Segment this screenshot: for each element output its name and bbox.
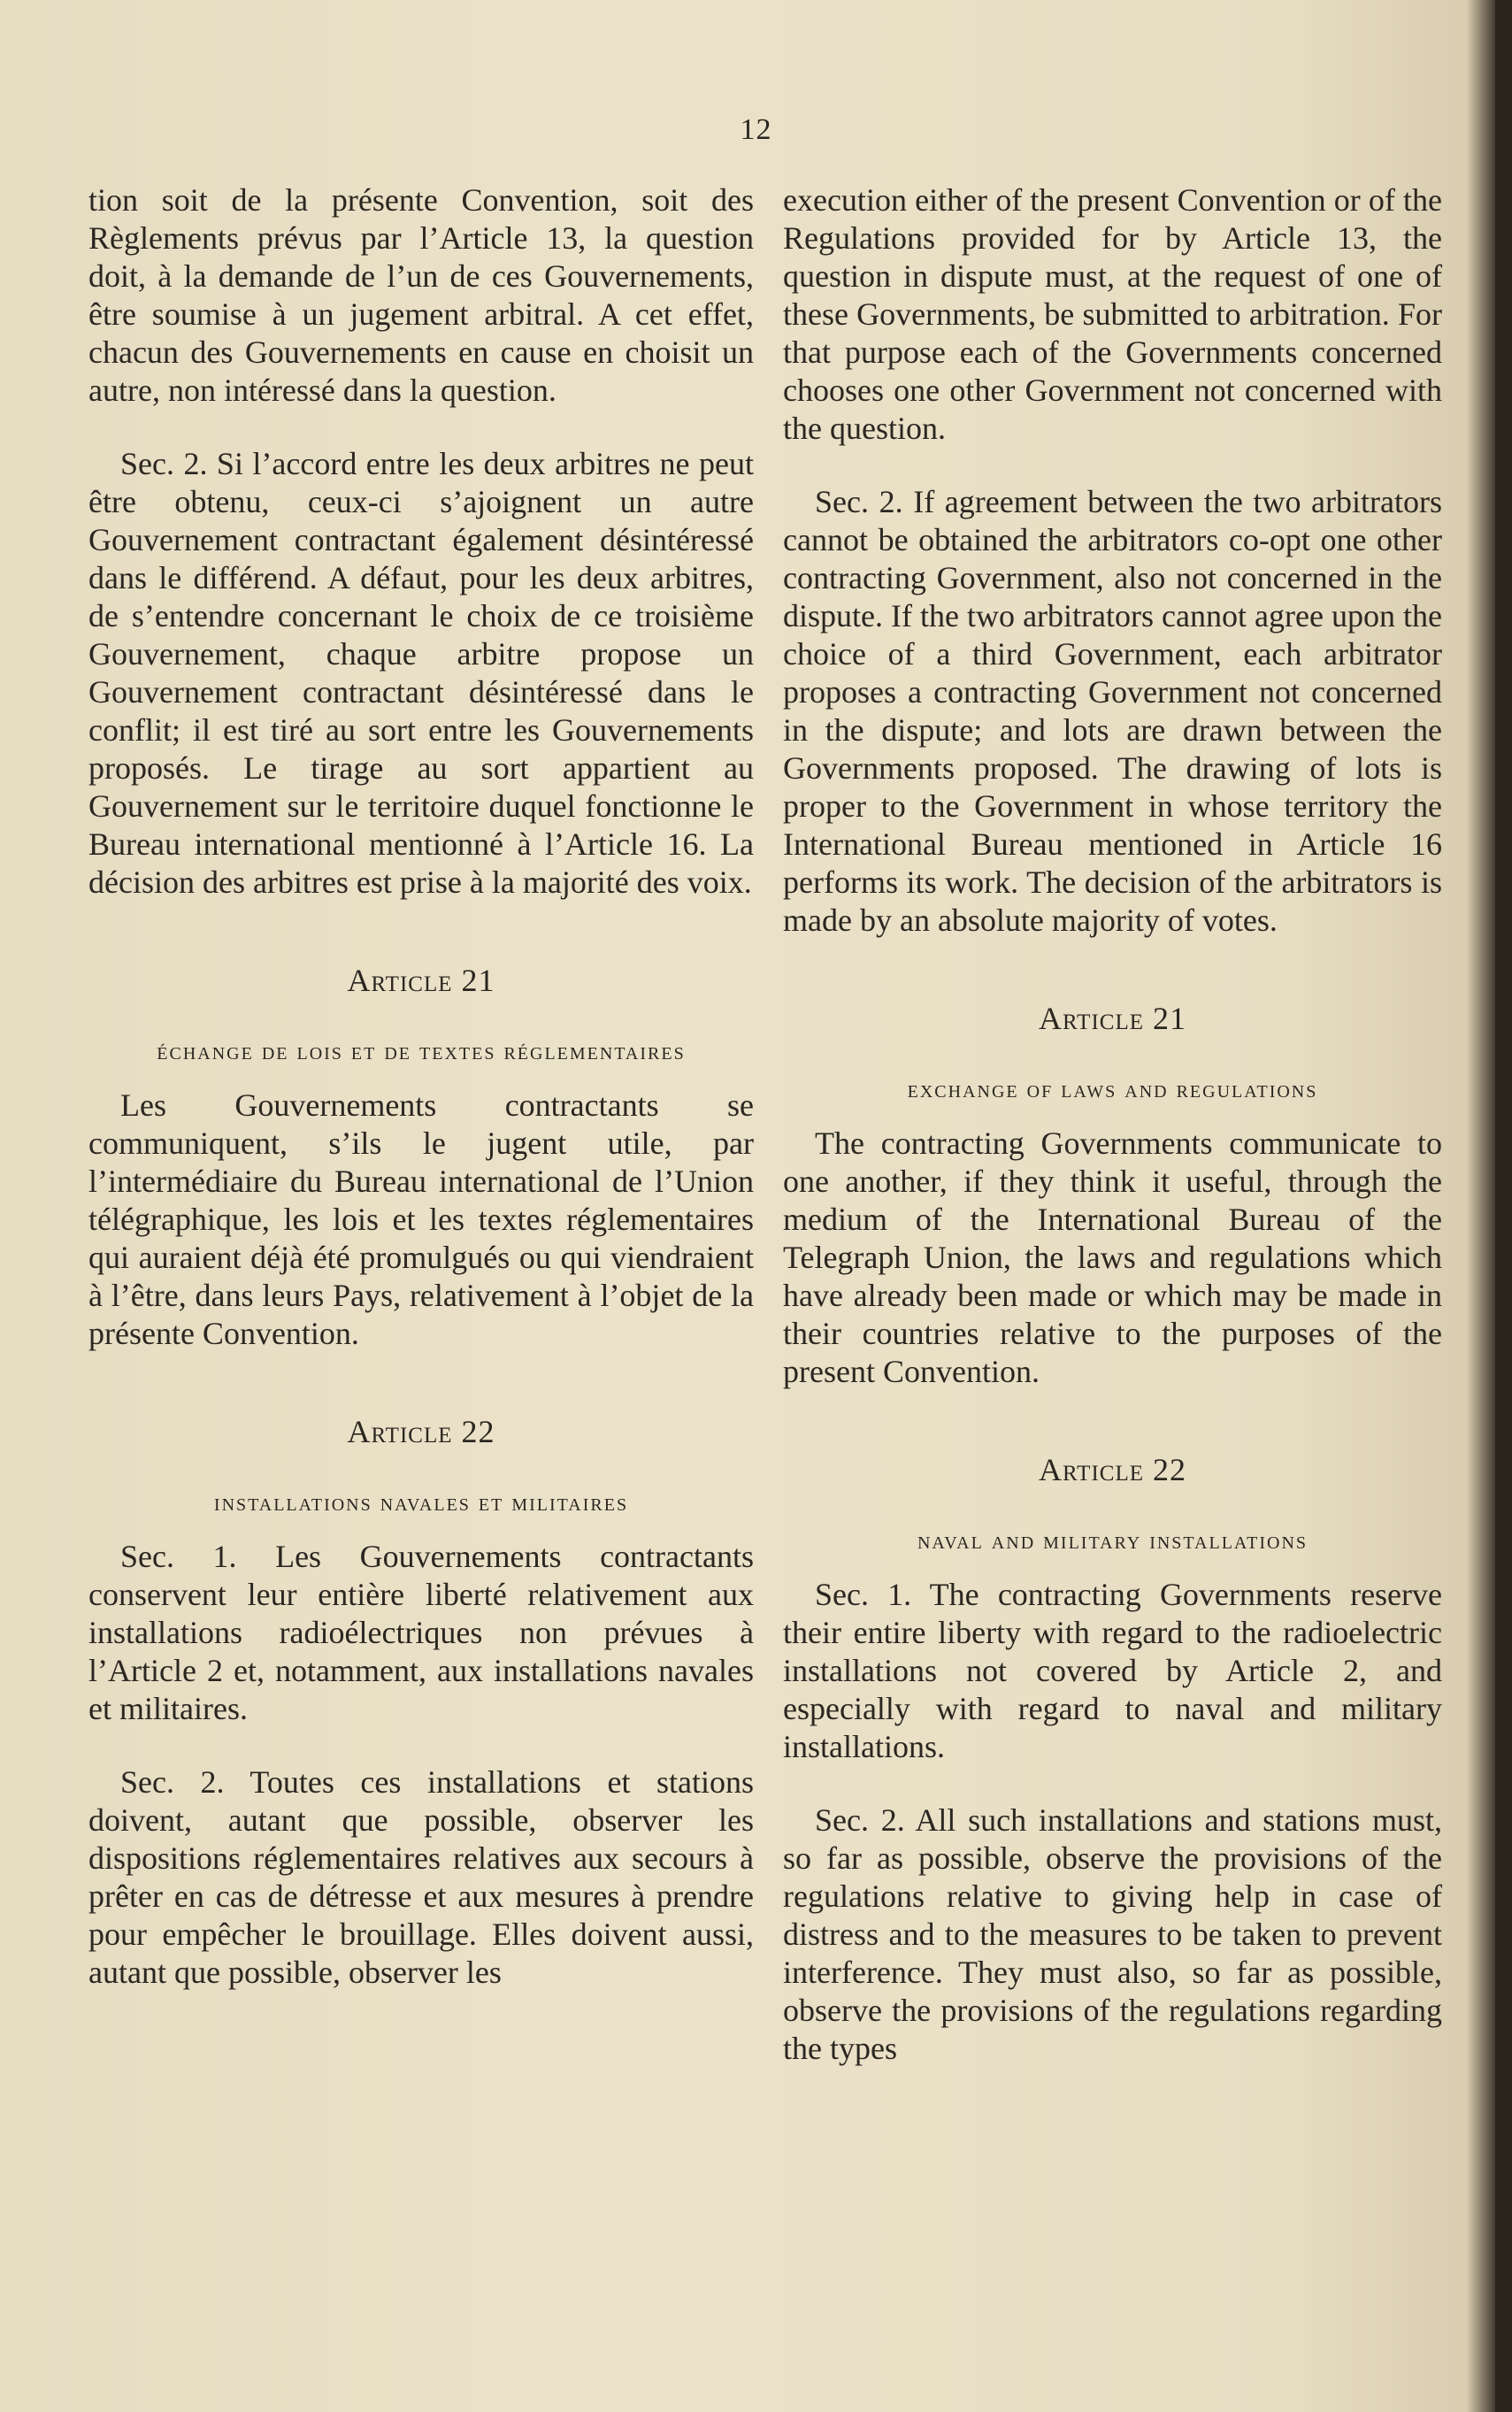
page-number: 12 <box>740 113 772 146</box>
fr-article22-sec1: Sec. 1. Les Gouvernements contractants conservent leur entière liberté relativement aux installations radioélectriques non prévues à l’Article 2 et, notamment, aux installations navales et militaires. <box>88 1539 754 1726</box>
binding-edge <box>1495 0 1512 2412</box>
fr-article22-heading: installations navales et militaires <box>213 1489 629 1517</box>
fr-sec2-paragraph: Sec. 2. Si l’accord entre les deux arbitres ne peut être obtenu, ceux-ci s’ajoignent un autre Gouvernement contractant également désintéressé dans le différend. A défaut, pour les deux arbitres, de s’entendre concernant le choix de ce troisième Gouvernement, chaque arbitre propose un Gouvernement contractant désintéressé dans le conflit; il est tiré au sort entre les Gouvernements proposés. Le tirage au sort appartient au Gouvernement sur le territoire duquel fonctionne le Bureau international mentionné à l’Article 16. La décision des arbitres est prise à la majorité des voix. <box>88 446 754 900</box>
fr-article21-heading: échange de lois et de textes réglementaires <box>157 1038 686 1065</box>
fr-article21-paragraph: Les Gouvernements contractants se communiquent, s’ils le jugent utile, par l’intermédiaire du Bureau international de l’Union télégraphique, les lois et les textes réglementaires qui auraient déjà été promulgués ou qui viendraient à l’être, dans leurs Pays, relativement à l’objet de la présente Convention. <box>88 1087 754 1351</box>
fr-article22-title: Article 22 <box>347 1414 495 1449</box>
en-sec2-paragraph: Sec. 2. If agreement between the two arbitrators cannot be obtained the arbitrators co-opt one other contracting Government, also not concerned in the dispute. If the two arbitrators cannot agree upon the choice of a third Government, each arbitrator proposes a contracting Government not concerned in the dispute; and lots are drawn between the Governments proposed. The drawing of lots is proper to the Government in whose territory the International Bureau mentioned in Article 16 performs its work. The decision of the arbitrators is made by an absolute majority of votes. <box>783 484 1442 938</box>
en-article22-sec2: Sec. 2. All such installations and stations must, so far as possible, observe the provisions of the regulations relative to giving help in case of distress and to the measures to be taken to prevent interference. They must also, so far as possible, observe the provisions of the regulations regarding the types <box>783 1802 1442 2066</box>
en-intro-paragraph: execution either of the present Convention or of the Regulations provided for by Article 13, the question in dispute must, at the request of one of these Governments, be submitted to arbitration. For that purpose each of the Governments concerned chooses one other Government not concerned with the question. <box>783 182 1442 446</box>
en-article22-heading: naval and military installations <box>917 1527 1309 1555</box>
fr-intro-paragraph: tion soit de la présente Convention, soit des Règlements prévus par l’Article 13, la question doit, à la demande de l’un de ces Gouvernements, être soumise à un jugement arbitral. A cet effet, chacun des Gouvernements en cause en choisit un autre, non intéressé dans la question. <box>88 182 754 408</box>
fr-article22-sec2: Sec. 2. Toutes ces installations et stations doivent, autant que possible, observer les dispositions réglementaires relatives aux secours à prêter en cas de détresse et aux mesures à prendre pour empêcher le brouillage. Elles doivent aussi, autant que possible, observer les <box>88 1764 754 1990</box>
french-column <box>88 181 754 1992</box>
english-column <box>783 181 1442 2068</box>
en-article21-paragraph: The contracting Governments communicate to one another, if they think it useful, through the medium of the International Bureau of the Telegraph Union, the laws and regulations which have already been made or which may be made in their countries relative to the purposes of the present Convention. <box>783 1125 1442 1389</box>
en-article21-heading: exchange of laws and regulations <box>907 1076 1318 1103</box>
en-article21-title: Article 21 <box>1039 1001 1186 1036</box>
en-article22-sec1: Sec. 1. The contracting Governments reserve their entire liberty with regard to the radioelectric installations not covered by Article 2, and especially with regard to naval and military installations. <box>783 1577 1442 1764</box>
fr-article21-title: Article 21 <box>347 963 495 998</box>
en-article22-title: Article 22 <box>1039 1452 1186 1487</box>
